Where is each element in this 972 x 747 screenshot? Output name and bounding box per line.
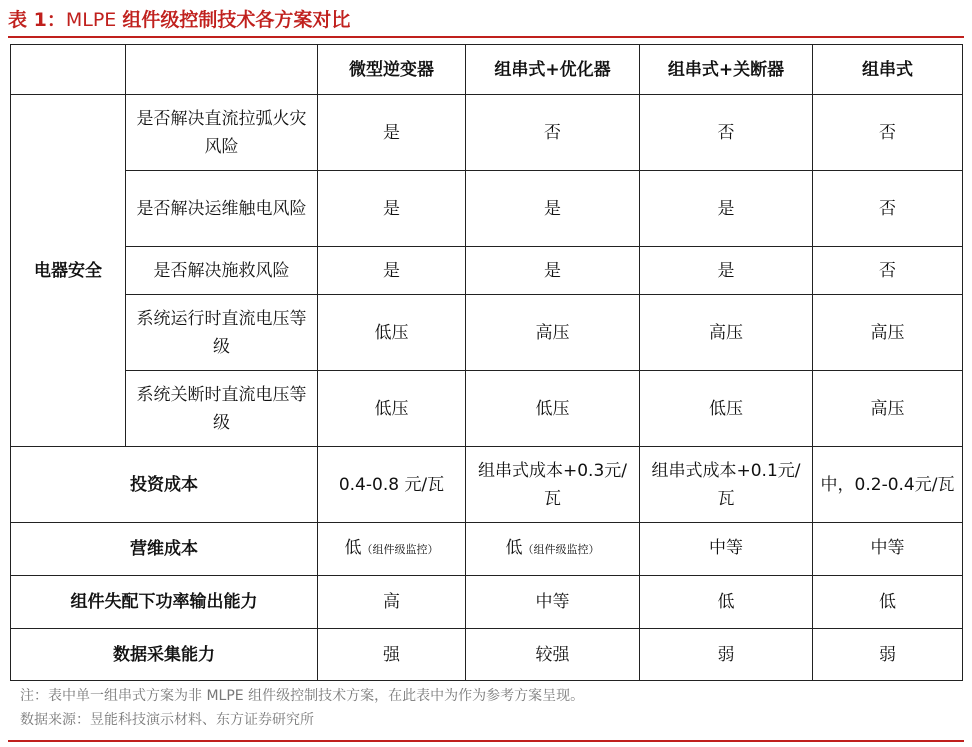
cell-main: 中等 [709,538,743,558]
top-rule [8,36,964,38]
table-cell: 组串式成本+0.1元/瓦 [640,447,813,523]
table-row [11,576,963,629]
table-row [11,629,963,681]
table-cell: 弱 [813,629,963,681]
table-cell: 中，0.2-0.4元/瓦 [813,447,963,523]
row-label: 是否解决运维触电风险 [126,171,318,247]
group-label: 电器安全 [11,95,126,447]
table-row [11,171,963,247]
title-plain: MLPE [65,9,123,31]
row-label: 是否解决直流拉弧火灾风险 [126,95,318,171]
cell-note: （组件级监控） [522,543,600,556]
table-cell: 低 [813,576,963,629]
table-cell: 低 [640,576,813,629]
cell-note: （组件级监控） [361,543,439,556]
table-cell: 强 [318,629,466,681]
table-cell: 是 [318,171,466,247]
table-cell [318,523,466,576]
header-row [11,45,963,95]
table-cell: 否 [466,95,640,171]
table-cell: 高 [318,576,466,629]
table-cell: 低压 [318,295,466,371]
header-cell: 组串式 [813,45,963,95]
row-label: 是否解决施救风险 [126,247,318,295]
table-cell: 是 [318,247,466,295]
comparison-table [10,44,963,681]
bottom-rule [8,740,964,742]
table-cell: 高压 [640,295,813,371]
table-cell [640,523,813,576]
table-row [11,295,963,371]
table-cell: 弱 [640,629,813,681]
header-cell [11,45,126,95]
table-cell: 中等 [466,576,640,629]
header-cell: 组串式+优化器 [466,45,640,95]
table-cell: 较强 [466,629,640,681]
table-row [11,247,963,295]
table-row [11,95,963,171]
row-label: 组件失配下功率输出能力 [11,576,318,629]
row-label: 数据采集能力 [11,629,318,681]
header-cell: 组串式+关断器 [640,45,813,95]
table-cell: 否 [640,95,813,171]
table-cell: 是 [640,171,813,247]
table-cell [813,523,963,576]
row-label: 营维成本 [11,523,318,576]
table-cell: 组串式成本+0.3元/瓦 [466,447,640,523]
table-cell: 低压 [318,371,466,447]
row-label: 投资成本 [11,447,318,523]
table-cell: 高压 [813,371,963,447]
table-cell: 高压 [466,295,640,371]
header-cell [126,45,318,95]
table-cell: 否 [813,95,963,171]
cell-main: 低 [505,538,523,558]
table-cell: 高压 [813,295,963,371]
notes [20,684,584,732]
table-title [8,6,350,34]
source-line: 数据来源：昱能科技演示材料、东方证券研究所 [20,712,314,728]
row-label: 系统运行时直流电压等级 [126,295,318,371]
table-cell: 否 [813,247,963,295]
table-row [11,371,963,447]
title-rest: 组件级控制技术各方案对比 [122,9,351,31]
table-cell: 低压 [640,371,813,447]
cell-main: 低 [344,538,362,558]
table-cell: 0.4-0.8 元/瓦 [318,447,466,523]
header-cell: 微型逆变器 [318,45,466,95]
table-row [11,447,963,523]
table-cell: 是 [466,247,640,295]
row-label: 系统关断时直流电压等级 [126,371,318,447]
title-prefix: 表 1： [8,9,66,31]
table-cell: 是 [640,247,813,295]
table-cell: 是 [466,171,640,247]
table-cell: 是 [318,95,466,171]
table-cell [466,523,640,576]
cell-main: 中等 [870,538,905,558]
table-row [11,523,963,576]
table-cell: 低压 [466,371,640,447]
note-line: 注：表中单一组串式方案为非 MLPE 组件级控制技术方案，在此表中为作为参考方案呈现。 [20,688,585,704]
table-cell: 否 [813,171,963,247]
